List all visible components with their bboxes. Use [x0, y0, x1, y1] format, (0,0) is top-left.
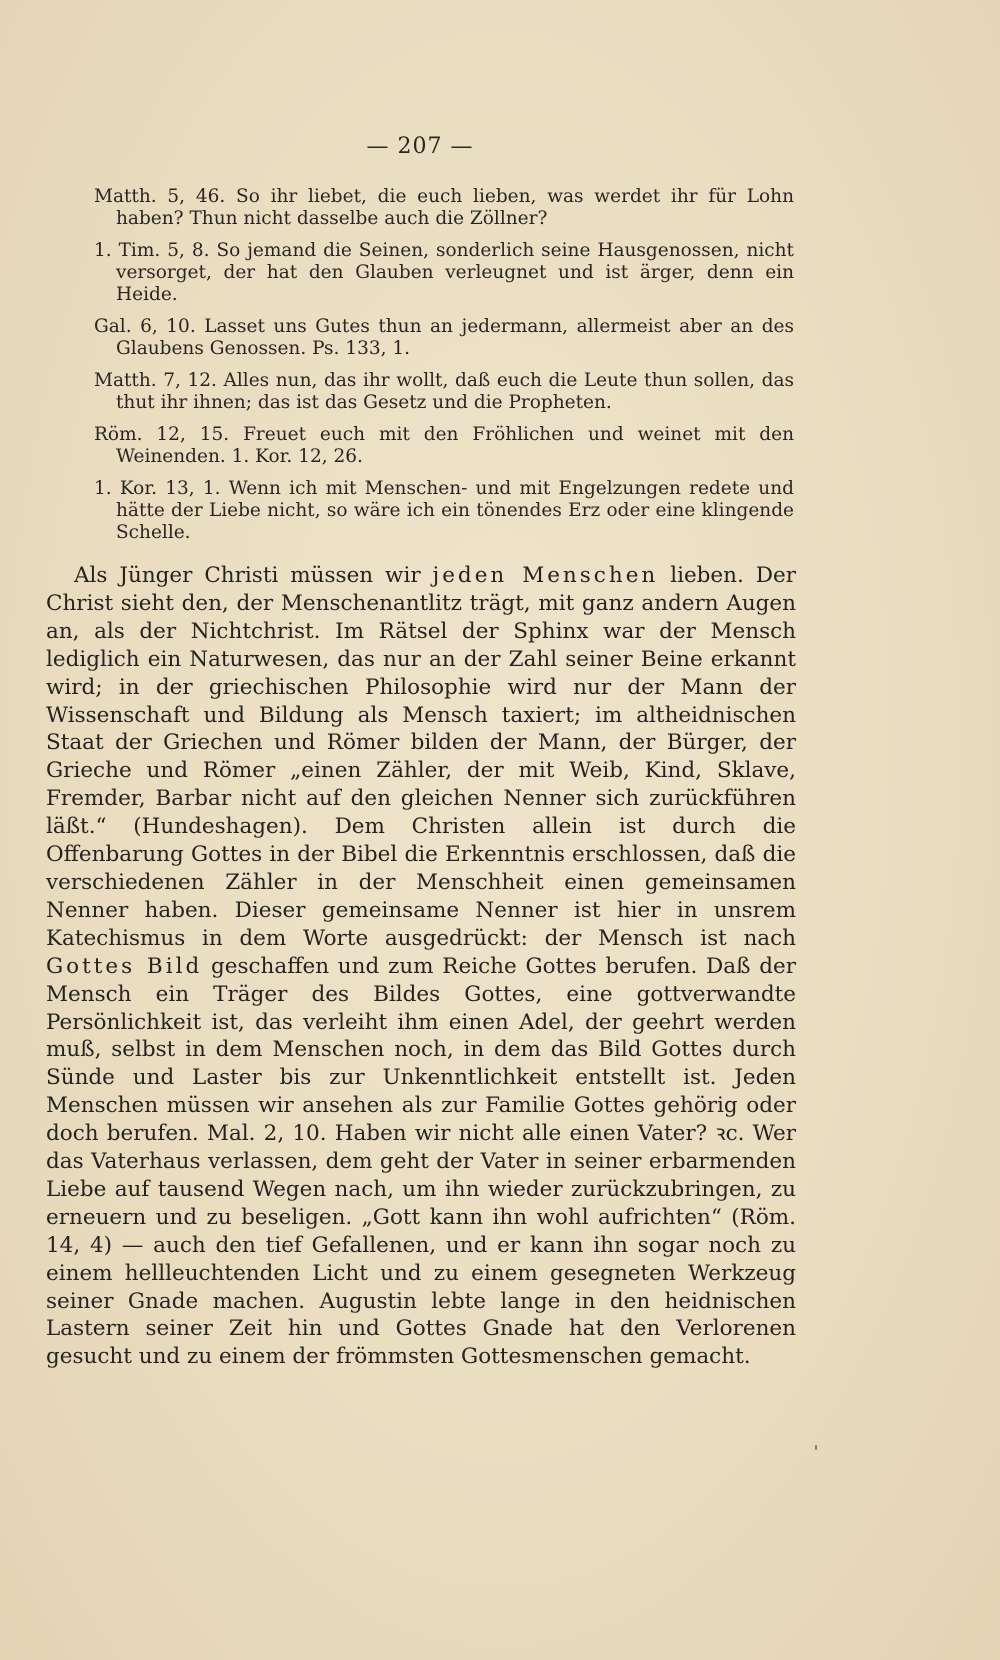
verse-text: Wenn ich mit Menschen- und mit Engelzungen redete und hätte der Liebe nicht, so wäre ich ein tönendes Erz oder eine klingende Schelle. — [116, 478, 794, 543]
commentary-body — [46, 562, 796, 1371]
verse-item — [94, 370, 794, 414]
body-text-part-2: geschaffen und zum Reiche Gottes berufen. Daß der Mensch ein Träger des Bildes Gottes, eine gottverwandte Persönlichkeit ist, das verleiht ihm einen Adel, der geehrt werden muß, selbst in dem Menschen noch, in dem das Bild Gottes durch Sünde und Laster bis zur Unkenntlichkeit entstellt ist. Jeden Menschen müssen wir ansehen als zur Familie Gottes gehörig oder doch berufen. Mal. 2, 10. Haben wir nicht alle einen Vater? ꝛc. Wer das Vaterhaus verlassen, dem geht der Vater in seiner erbarmenden Liebe auf tausend Wegen nach, um ihn wieder zurückzubringen, zu erneuern und zu beseligen. „Gott kann ihn wohl aufrichten“ (Röm. 14, 4) — auch den tief Gefallenen, und er kann ihn sogar noch zu einem hellleuchtenden Licht und zu einem gesegneten Werkzeug seiner Gnade machen. Augustin lebte lange in den heidnischen Lastern seiner Zeit hin und Gottes Gnade hat den Verlorenen gesucht und zu einem der frömmsten Gottesmenschen gemacht. — [46, 953, 796, 1370]
paper-speck — [815, 1445, 817, 1450]
verse-text: Freuet euch mit den Fröhlichen und weinet mit den Weinenden. 1. Kor. 12, 26. — [116, 424, 794, 467]
verse-item — [94, 316, 794, 360]
verse-item — [94, 424, 794, 468]
bible-verse-list — [94, 186, 794, 554]
verse-reference: 1. Kor. 13, 1. — [94, 478, 221, 499]
body-paragraph — [46, 562, 796, 1371]
body-lead: Als Jünger Christi müssen wir — [74, 563, 421, 588]
verse-reference: Matth. 7, 12. — [94, 370, 217, 391]
page-number: — 207 — — [366, 134, 474, 159]
verse-item — [94, 240, 794, 306]
verse-text: So jemand die Seinen, sonderlich seine Hausgenossen, nicht versorget, der hat den Glauben verleugnet und ist ärger, denn ein Heide. — [116, 240, 794, 305]
verse-text: So ihr liebet, die euch lieben, was werdet ihr für Lohn haben? Thun nicht dasselbe auch die Zöllner? — [116, 186, 794, 229]
emphasis-jeden-menschen: jeden Menschen — [432, 563, 659, 588]
verse-item — [94, 478, 794, 544]
verse-text: Alles nun, das ihr wollt, daß euch die Leute thun sollen, das thut ihr ihnen; das ist das Gesetz und die Propheten. — [116, 370, 794, 413]
verse-text: Lasset uns Gutes thun an jedermann, allermeist aber an des Glaubens Genossen. Ps. 133, 1. — [116, 316, 794, 359]
verse-reference: 1. Tim. 5, 8. — [94, 240, 210, 261]
verse-reference: Röm. 12, 15. — [94, 424, 230, 445]
emphasis-gottes-bild: Gottes Bild — [46, 953, 203, 979]
verse-reference: Matth. 5, 46. — [94, 186, 226, 207]
body-text-part-1: lieben. Der Christ sieht den, der Menschenantlitz trägt, mit ganz andern Augen an, als der Nichtchrist. Im Rätsel der Sphinx war der Mensch lediglich ein Naturwesen, das nur an der Zahl seiner Beine erkannt wird; in der griechischen Philosophie wird nur der Mann der Wissenschaft und Bildung als Mensch taxiert; im altheidnischen Staat der Griechen und Römer bilden der Mann, der Bürger, der Grieche und Römer „einen Zähler, der mit Weib, Kind, Sklave, Fremder, Barbar nicht auf den gleichen Nenner sich zurückführen läßt.“ (Hundeshagen). Dem Christen allein ist durch die Offenbarung Gottes in der Bibel die Erkenntnis erschlossen, daß die verschiedenen Zähler in der Menschheit einen gemeinsamen Nenner haben. Dieser gemeinsame Nenner ist hier in unsrem Katechismus in dem Worte ausgedrückt: der Mensch ist nach — [46, 563, 796, 951]
verse-item — [94, 186, 794, 230]
verse-reference: Gal. 6, 10. — [94, 316, 196, 337]
